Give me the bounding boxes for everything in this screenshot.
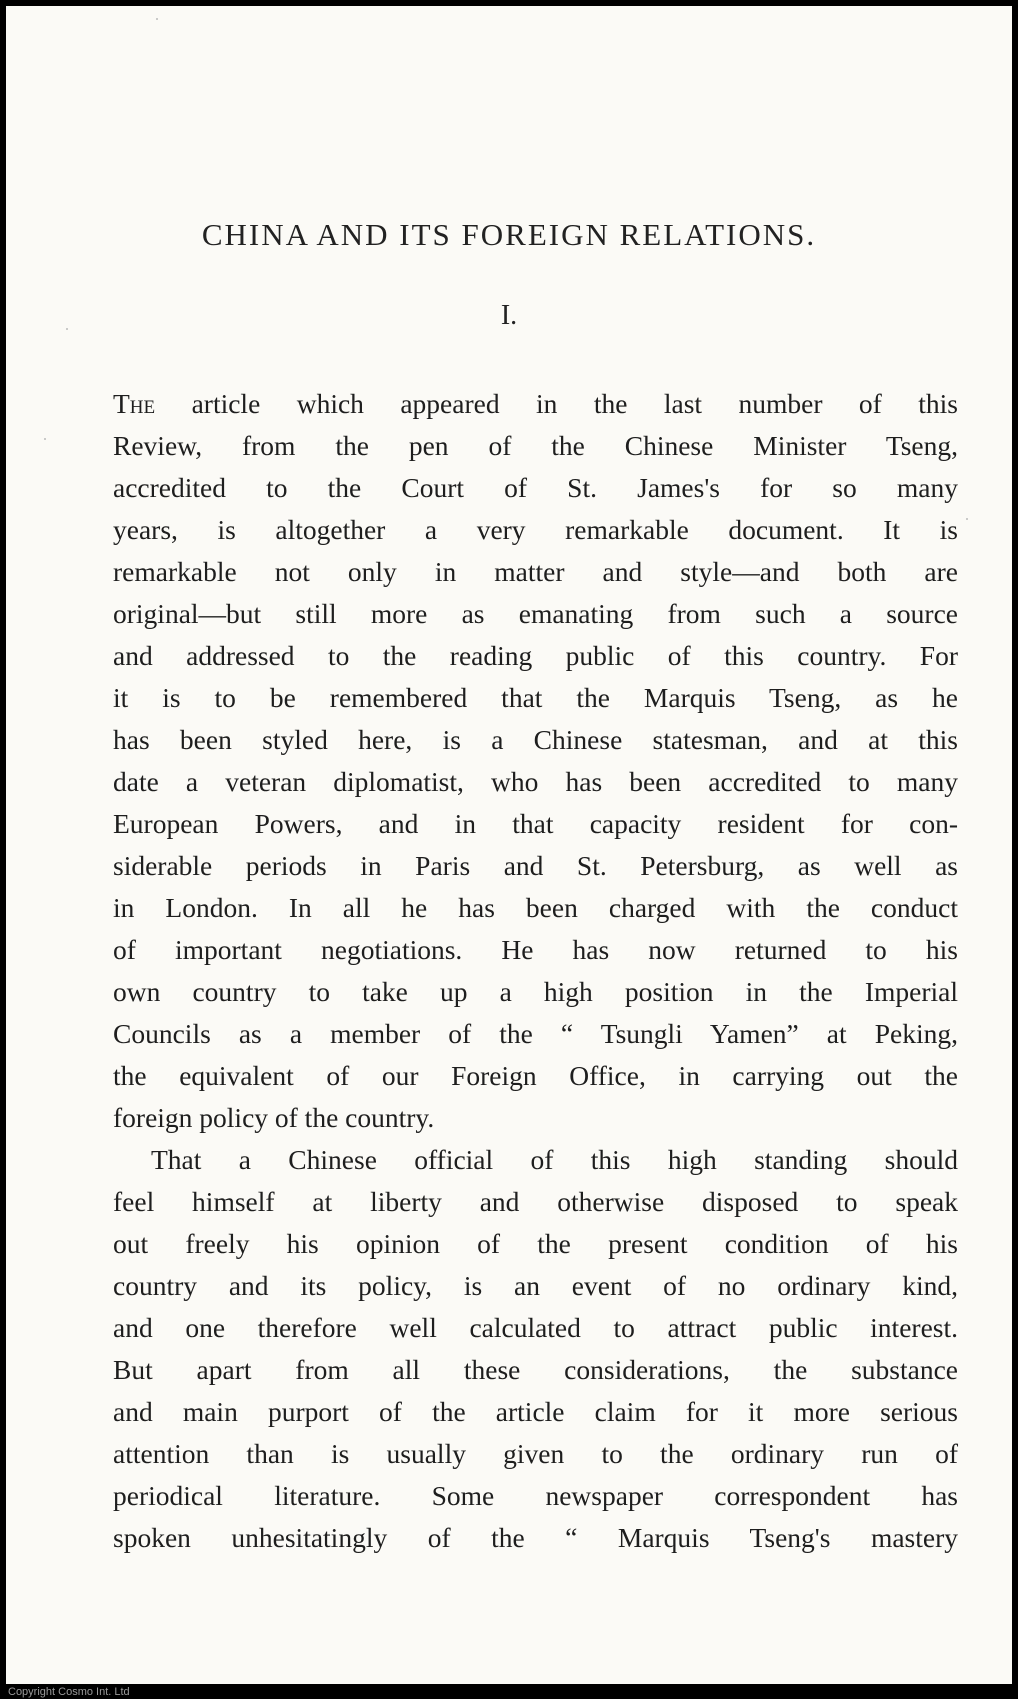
scan-speck bbox=[156, 18, 158, 20]
text-line: original—but still more as emanating from such a source bbox=[113, 598, 958, 629]
text-line: of important negotiations. He has now returned to his bbox=[113, 934, 958, 965]
text-line: But apart from all these considerations, the substance bbox=[113, 1354, 958, 1385]
text-line: The article which appeared in the last number of this bbox=[113, 388, 958, 419]
text-line: siderable periods in Paris and St. Petersburg, as well as bbox=[113, 850, 958, 881]
text-line: remarkable not only in matter and style—and both are bbox=[113, 556, 958, 587]
text-line: periodical literature. Some newspaper correspondent has bbox=[113, 1480, 958, 1511]
text-line: and main purport of the article claim for it more serious bbox=[113, 1396, 958, 1427]
text-line: has been styled here, is a Chinese statesman, and at this bbox=[113, 724, 958, 755]
scan-speck bbox=[44, 438, 46, 440]
text-line: own country to take up a high position in the Imperial bbox=[113, 976, 958, 1007]
document-page bbox=[6, 6, 1012, 1684]
text-line: date a veteran diplomatist, who has been accredited to many bbox=[113, 766, 958, 797]
text-line: and addressed to the reading public of this country. For bbox=[113, 640, 958, 671]
text-line: attention than is usually given to the ordinary run of bbox=[113, 1438, 958, 1469]
text-line: it is to be remembered that the Marquis Tseng, as he bbox=[113, 682, 958, 713]
text-line: feel himself at liberty and otherwise disposed to speak bbox=[113, 1186, 958, 1217]
text-line: That a Chinese official of this high standing should bbox=[151, 1144, 958, 1175]
text-line: years, is altogether a very remarkable document. It is bbox=[113, 514, 958, 545]
text-line: out freely his opinion of the present condition of his bbox=[113, 1228, 958, 1259]
drop-word: The bbox=[113, 388, 156, 419]
text-line: spoken unhesitatingly of the “ Marquis Tseng's mastery bbox=[113, 1522, 958, 1553]
text-line: country and its policy, is an event of no ordinary kind, bbox=[113, 1270, 958, 1301]
copyright-footer: Copyright Cosmo Int. Ltd bbox=[8, 1686, 130, 1698]
text-line: Councils as a member of the “ Tsungli Yamen” at Peking, bbox=[113, 1018, 958, 1049]
article-body bbox=[113, 383, 958, 1559]
text-line: foreign policy of the country. bbox=[113, 1102, 435, 1133]
scan-speck bbox=[966, 518, 968, 520]
text-line: Review, from the pen of the Chinese Minister Tseng, bbox=[113, 430, 958, 461]
article-title: CHINA AND ITS FOREIGN RELATIONS. bbox=[201, 217, 817, 252]
text-line: and one therefore well calculated to attract public interest. bbox=[113, 1312, 958, 1343]
text-line: European Powers, and in that capacity resident for con- bbox=[113, 808, 958, 839]
text-line: accredited to the Court of St. James's for so many bbox=[113, 472, 958, 503]
text-line: in London. In all he has been charged with the conduct bbox=[113, 892, 958, 923]
text-line: the equivalent of our Foreign Office, in carrying out the bbox=[113, 1060, 958, 1091]
section-number: I. bbox=[500, 300, 518, 331]
